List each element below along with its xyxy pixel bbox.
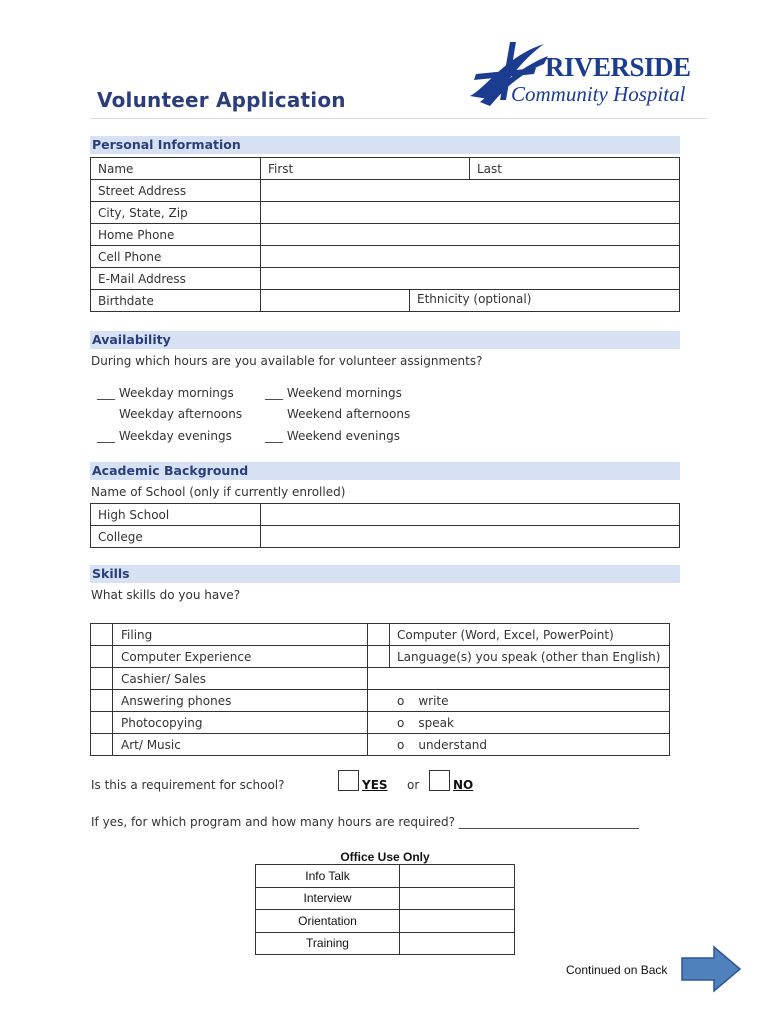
skill-checkbox[interactable] [368, 646, 390, 668]
personal-info-table [90, 157, 680, 312]
logo-subtitle: Community Hospital [511, 82, 686, 106]
table-row [91, 202, 680, 224]
availability-question: During which hours are you available for volunteer assignments? [91, 354, 483, 368]
yes-label[interactable]: YES [362, 778, 388, 792]
office-use-table [255, 864, 515, 955]
table-row [91, 646, 670, 668]
table-row [91, 224, 680, 246]
high-school-field[interactable] [261, 504, 680, 526]
bullet-icon: o [397, 693, 405, 708]
cell-phone-field[interactable] [261, 246, 680, 268]
skill-checkbox[interactable] [91, 646, 113, 668]
table-row [91, 526, 680, 548]
ethnicity-field[interactable]: Ethnicity (optional) [417, 292, 532, 306]
office-value-cell[interactable] [400, 887, 515, 910]
table-row [91, 290, 680, 312]
office-interview: Interview [256, 887, 400, 910]
city-state-zip-label: City, State, Zip [91, 202, 261, 224]
speak-label: speak [418, 715, 454, 730]
skill-filing: Filing [113, 624, 368, 646]
understand-label: understand [418, 737, 488, 752]
home-phone-label: Home Phone [91, 224, 261, 246]
weekday-mornings-option[interactable]: ___ Weekday mornings [97, 386, 234, 400]
weekday-evenings-option[interactable]: ___ Weekday evenings [97, 429, 232, 443]
table-row [91, 158, 680, 180]
table-row [91, 734, 670, 756]
table-row [91, 712, 670, 734]
checkbox-box[interactable] [429, 770, 450, 791]
home-phone-field[interactable] [261, 224, 680, 246]
office-info-talk: Info Talk [256, 865, 400, 888]
office-use-heading: Office Use Only [340, 850, 430, 864]
no-checkbox[interactable] [429, 770, 450, 791]
table-row [91, 668, 670, 690]
first-name-field[interactable]: First [261, 158, 470, 180]
table-row [91, 180, 680, 202]
write-label: write [418, 693, 449, 708]
college-field[interactable] [261, 526, 680, 548]
weekend-afternoons-option[interactable]: Weekend afternoons [287, 407, 411, 421]
section-availability: Availability [90, 331, 680, 349]
no-label[interactable]: NO [453, 778, 474, 792]
skill-answering-phones: Answering phones [113, 690, 368, 712]
table-row [91, 504, 680, 526]
checkbox-box[interactable] [338, 770, 359, 791]
right-arrow-icon [680, 945, 742, 993]
weekday-afternoons-option[interactable]: Weekday afternoons [119, 407, 243, 421]
table-row [256, 932, 515, 955]
birthdate-ethnicity-cell [261, 290, 680, 312]
office-orientation: Orientation [256, 910, 400, 933]
language-speak[interactable] [368, 712, 670, 734]
skills-question: What skills do you have? [91, 588, 241, 602]
skills-table [90, 623, 670, 756]
cell-phone-label: Cell Phone [91, 246, 261, 268]
name-label: Name [91, 158, 261, 180]
bullet-icon: o [397, 737, 405, 752]
table-row [91, 690, 670, 712]
section-academic-background: Academic Background [90, 462, 680, 480]
weekend-mornings-option[interactable]: ___ Weekend mornings [265, 386, 402, 400]
header-divider [90, 118, 708, 119]
email-field[interactable] [261, 268, 680, 290]
language-field[interactable] [368, 668, 670, 690]
weekend-evenings-option[interactable]: ___ Weekend evenings [265, 429, 400, 443]
skill-checkbox[interactable] [91, 712, 113, 734]
skill-photocopying: Photocopying [113, 712, 368, 734]
skill-computer-office: Computer (Word, Excel, PowerPoint) [390, 624, 670, 646]
office-value-cell[interactable] [400, 865, 515, 888]
last-name-field[interactable]: Last [470, 158, 680, 180]
page-title: Volunteer Application [97, 88, 346, 112]
skill-languages: Language(s) you speak (other than English) [390, 646, 670, 668]
skill-art-music: Art/ Music [113, 734, 368, 756]
birthdate-field[interactable] [261, 290, 410, 311]
table-row [256, 865, 515, 888]
table-row [91, 624, 670, 646]
street-address-field[interactable] [261, 180, 680, 202]
table-row [256, 910, 515, 933]
skill-checkbox[interactable] [91, 734, 113, 756]
high-school-label: High School [91, 504, 261, 526]
skill-computer-experience: Computer Experience [113, 646, 368, 668]
requirement-question: Is this a requirement for school? [91, 778, 285, 792]
skill-checkbox[interactable] [91, 624, 113, 646]
skill-checkbox[interactable] [91, 690, 113, 712]
program-hours-question[interactable]: If yes, for which program and how many hours are required? ______________________________ [91, 815, 639, 829]
language-write[interactable] [368, 690, 670, 712]
office-value-cell[interactable] [400, 932, 515, 955]
skill-checkbox[interactable] [368, 624, 390, 646]
or-label: or [407, 778, 420, 792]
yes-checkbox[interactable] [338, 770, 359, 791]
table-row [91, 268, 680, 290]
logo-wordmark: RIVERSIDE [545, 52, 691, 82]
language-understand[interactable] [368, 734, 670, 756]
office-training: Training [256, 932, 400, 955]
skill-checkbox[interactable] [91, 668, 113, 690]
table-row [256, 887, 515, 910]
city-state-zip-field[interactable] [261, 202, 680, 224]
office-value-cell[interactable] [400, 910, 515, 933]
bullet-icon: o [397, 715, 405, 730]
section-personal-information: Personal Information [90, 136, 680, 154]
street-address-label: Street Address [91, 180, 261, 202]
continued-on-back-text: Continued on Back [566, 963, 668, 977]
skill-cashier-sales: Cashier/ Sales [113, 668, 368, 690]
academic-table [90, 503, 680, 548]
birthdate-label: Birthdate [91, 290, 261, 312]
table-row [91, 246, 680, 268]
section-skills: Skills [90, 565, 680, 583]
email-label: E-Mail Address [91, 268, 261, 290]
college-label: College [91, 526, 261, 548]
school-instruction: Name of School (only if currently enrolled) [91, 485, 346, 499]
